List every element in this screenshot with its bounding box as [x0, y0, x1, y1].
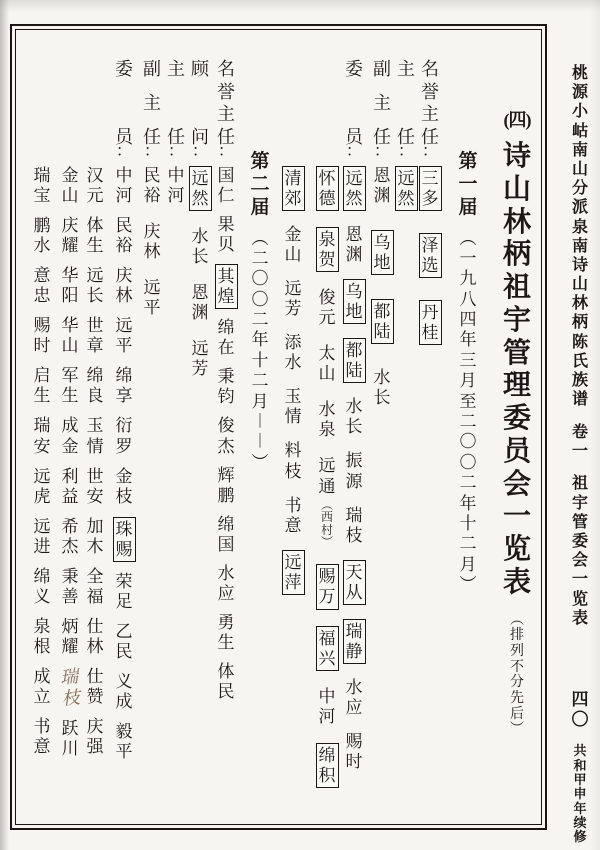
term2-honorary-names: [215, 166, 238, 702]
term1-heading: [453, 150, 483, 596]
member-name: 瑞 宝: [33, 166, 51, 206]
term2-members-column-3: [57, 166, 83, 760]
book-title: 桃 源 小 岵 南 山 分 派 泉 南 诗 山 林 柄 陈 氏 族 谱: [571, 65, 588, 409]
member-name: 秉 钧: [217, 367, 235, 407]
label-char: 副: [143, 59, 161, 79]
member-name: 水 应: [217, 563, 235, 603]
term2-advisor-names: [189, 166, 212, 379]
label-char: 名: [217, 59, 235, 79]
member-name: 民 裕: [143, 166, 161, 206]
title-note: ︵ 排 列 不 分 先 后 ︶: [510, 612, 524, 738]
member-name: 料 枝: [284, 441, 302, 481]
member-name: 水 泉: [318, 400, 336, 440]
section-index: (四): [503, 110, 531, 130]
folio-page-number: 四 〇: [571, 689, 589, 729]
member-name: 勇 生: [217, 612, 235, 652]
member-name: 玉 情: [284, 387, 302, 427]
member-name: 书 意: [33, 717, 51, 757]
member-name: 太 山: [318, 344, 336, 384]
member-name: 添 水: [284, 333, 302, 373]
label-char: 主: [143, 93, 161, 114]
member-name: 全 福: [86, 566, 104, 606]
member-name: 绵 在: [217, 318, 235, 358]
member-name: 加 木: [86, 516, 104, 556]
member-name: 远 然: [343, 166, 366, 211]
member-name: 体 民: [217, 661, 235, 701]
term2-period: ︵ 二 〇 〇 二 年 十 二 月 ︱ ︱ ︶: [251, 228, 269, 472]
member-name: 意 忠: [33, 266, 51, 306]
term2-director-column: [163, 60, 189, 206]
honorary-chair-label: [217, 59, 235, 161]
deputy-director-label: [373, 59, 391, 161]
term1-period: ︵ 一 九 八 四 年 三 月 至 二 〇 〇 二 年 十 二 月 ︶: [459, 228, 477, 595]
member-name: 远 芳: [284, 279, 302, 319]
member-name: 远 平: [115, 316, 133, 356]
member-name: 衍 罗: [115, 416, 133, 456]
page-title: 诗 山 林 柄 祖 宇 管 理 委 员 会 一 览 表: [502, 141, 531, 598]
term2-heading: [245, 150, 275, 473]
label-char: 主: [167, 59, 185, 79]
member-name: 跃 川: [61, 719, 79, 759]
director-label: [167, 59, 185, 161]
member-name: 金 枝: [115, 466, 133, 506]
member-name: 鹏 水: [33, 216, 51, 256]
member-name: 珠 赐: [113, 517, 136, 562]
term2-members-column-4: [29, 166, 55, 757]
member-name: 秉 善: [61, 566, 79, 606]
member-name: 俊 元: [318, 288, 336, 328]
member-name: 赐 万: [316, 564, 339, 609]
member-name: 仕 林: [86, 616, 104, 656]
member-name: 水 应: [345, 677, 363, 717]
member-name: 国 仁: [217, 166, 235, 206]
term1-director-column: [393, 60, 419, 211]
label-char: 主: [421, 104, 439, 125]
term2-members-names-1: [113, 166, 136, 762]
term2-members-names-4: [34, 166, 51, 757]
member-name: 华 山: [61, 316, 79, 356]
member-name: 玉 情: [86, 416, 104, 456]
term1-members-names-1: [343, 166, 366, 772]
member-name: 金 山: [284, 225, 302, 265]
member-name: 绵 义: [33, 566, 51, 606]
edition-note: 共 和 甲 申 年 续 修: [573, 743, 587, 845]
member-name: 利 益: [61, 466, 79, 506]
member-name: 中 河: [115, 166, 133, 206]
member-name: 绵 享: [115, 366, 133, 406]
member-name: 瑞 安: [33, 416, 51, 456]
member-name: 庆 强: [86, 717, 104, 757]
member-name: 荣 足: [115, 571, 133, 611]
term2-members-names-3: [61, 166, 79, 760]
label-char: 任 ：: [397, 127, 415, 161]
label-char: 任 ：: [421, 127, 439, 161]
member-name: 赐 时: [345, 731, 363, 771]
member-name: 绵 良: [86, 366, 104, 406]
member-name: 炳 耀: [61, 616, 79, 656]
label-char: 名: [421, 59, 439, 79]
member-name: 中 河: [318, 686, 336, 726]
member-name: 果 贝: [217, 215, 235, 255]
member-name: 民 裕: [115, 216, 133, 256]
member-name: 体 生: [86, 216, 104, 256]
member-name: 成 立: [33, 666, 51, 706]
member-name: 俊 杰: [217, 416, 235, 456]
label-char: 任 ：: [217, 127, 235, 161]
label-char: 誉: [217, 81, 235, 102]
term2-name: 第 二 届: [250, 151, 270, 219]
member-name: 远 虎: [33, 466, 51, 506]
member-name: 福 兴: [316, 626, 339, 671]
member-name: 远 萍: [282, 550, 305, 595]
member-name: 乌 地: [343, 279, 366, 324]
member-name: 绵 国: [217, 514, 235, 554]
member-name: 都 陆: [371, 299, 394, 344]
volume-label: 卷 一: [571, 424, 588, 460]
label-char: 任 ：: [167, 127, 185, 161]
member-name: 泽 选: [419, 233, 442, 278]
label-char: 顾: [191, 59, 209, 79]
term1-honorary-names: [419, 166, 442, 345]
member-name: 世 章: [86, 316, 104, 356]
term2-members-names-2: [87, 166, 104, 757]
member-name: 金 山: [61, 166, 79, 206]
term2-advisor-column: [187, 60, 213, 379]
label-char: 员 ：: [345, 127, 363, 161]
member-name: 三 多: [419, 166, 442, 211]
term2-members-column-1: [111, 60, 137, 762]
term1-deputy-column: [369, 60, 395, 408]
member-name: 远 长: [86, 266, 104, 306]
label-char: 副: [373, 59, 391, 79]
member-name: 启 生: [33, 366, 51, 406]
term1-director-names: [395, 166, 418, 211]
member-name: 汉 元: [86, 166, 104, 206]
term1-members-column-2: [314, 166, 340, 788]
member-name: 恩 渊: [191, 283, 209, 323]
member-name: 军 生: [61, 366, 79, 406]
member-name: 怀 德: [316, 166, 339, 211]
member-name: 希 杰: [61, 516, 79, 556]
honorary-chair-label: [421, 59, 439, 161]
member-name: 恩 渊: [373, 166, 391, 206]
term1-members-column-3: [280, 166, 306, 595]
member-name: 仕 赞: [86, 666, 104, 706]
member-name: 义 成: [115, 671, 133, 711]
member-name: 成 金: [61, 416, 79, 456]
member-note: ︵ 西 村 ︶: [320, 497, 333, 549]
member-name: 远 平: [143, 278, 161, 318]
member-name: 乙 民: [115, 621, 133, 661]
label-char: 员 ：: [115, 127, 133, 161]
member-name: 清 郊: [282, 166, 305, 211]
term1-honorary-column: [417, 60, 443, 345]
label-char: 任 ：: [143, 127, 161, 161]
term1-name: 第 一 届: [458, 151, 478, 219]
member-name: 瑞 枝: [345, 505, 363, 545]
margin-section-title: 祖 宇 管 委 会 一 览 表: [571, 475, 588, 627]
label-char: 问 ：: [191, 127, 209, 161]
term2-members-column-2: [82, 166, 108, 757]
term1-deputy-names: [371, 166, 394, 408]
term2-director-names: [168, 166, 185, 206]
label-char: 誉: [421, 81, 439, 102]
member-name: 远 通 ︵ 西 村 ︶: [318, 456, 336, 549]
member-name: 辉 鹏: [217, 465, 235, 505]
member-name: 绵 积: [316, 743, 339, 788]
advisor-label: [191, 59, 209, 161]
members-label: [345, 59, 363, 161]
member-name: 远 进: [33, 516, 51, 556]
member-name: 振 源: [345, 451, 363, 491]
member-name: 书 意: [284, 495, 302, 535]
term2-deputy-names: [144, 166, 161, 318]
member-name: 乌 地: [371, 230, 394, 275]
term1-members-names-2: [316, 166, 339, 788]
label-char: 委: [115, 59, 133, 79]
member-name: 丹 桂: [419, 300, 442, 345]
member-name: 中 河: [167, 166, 185, 206]
member-name: 水 长: [373, 368, 391, 408]
label-char: 委: [345, 59, 363, 79]
member-name: 毅 平: [115, 722, 133, 762]
member-name: 远 然: [395, 166, 418, 211]
deputy-director-label: [143, 59, 161, 161]
term1-members-column-1: [341, 60, 367, 772]
member-name: 赐 时: [33, 316, 51, 356]
page-margin: [566, 64, 594, 844]
members-label: [115, 59, 133, 161]
member-name: 水 长: [345, 397, 363, 437]
member-name: 其 煌: [215, 264, 238, 309]
director-label: [397, 59, 415, 161]
member-name: 都 陆: [343, 338, 366, 383]
term1-members-names-3: [282, 166, 305, 595]
label-char: 主: [217, 104, 235, 125]
member-name: 远 芳: [191, 339, 209, 379]
member-name: 泉 根: [33, 616, 51, 656]
member-name: 庆 林: [115, 266, 133, 306]
member-name: 庆 林: [143, 222, 161, 262]
member-name: 恩 渊: [345, 225, 363, 265]
title-column: [493, 106, 541, 738]
member-name: 庆 耀: [61, 216, 79, 256]
term2-honorary-column: [213, 60, 239, 702]
member-name: 瑞 静: [343, 619, 366, 664]
member-name: 天 从: [343, 560, 366, 605]
label-char: 任 ：: [373, 127, 391, 161]
member-name: 水 长: [191, 227, 209, 267]
member-name: 华 阳: [61, 266, 79, 306]
label-char: 主: [373, 93, 391, 114]
member-name: 泉 贺: [316, 227, 339, 272]
term2-deputy-column: [139, 60, 165, 318]
member-name: 世 安: [86, 466, 104, 506]
member-name: 远 然: [189, 166, 212, 211]
label-char: 主: [397, 59, 415, 79]
member-name-handwritten: 瑞 枝: [59, 666, 81, 709]
